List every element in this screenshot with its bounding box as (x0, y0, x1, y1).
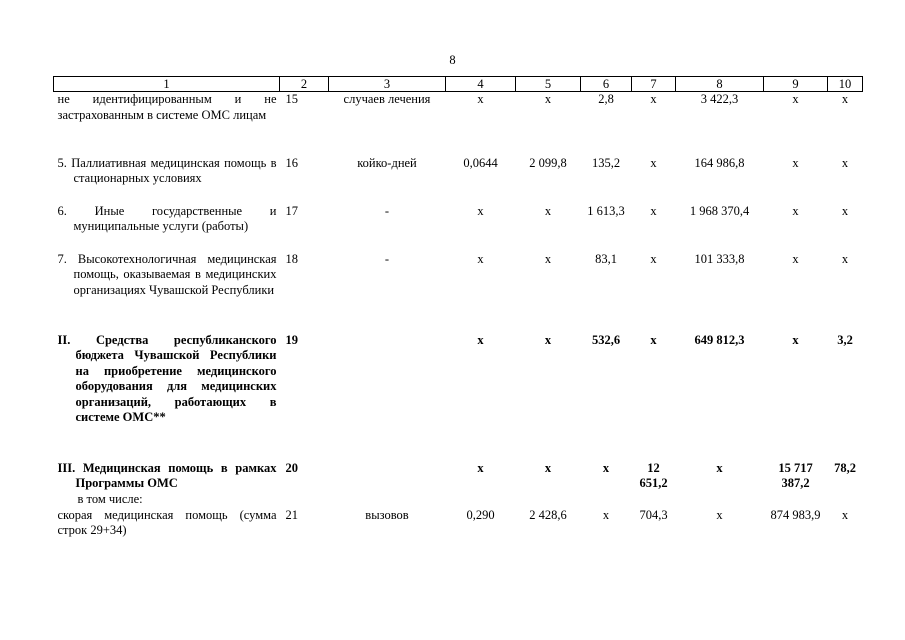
page-number: 8 (449, 53, 456, 67)
row-line-number: 20 (285, 460, 298, 475)
row-cell-8: х (716, 460, 723, 475)
row-cell-5: 2 428,6 (529, 507, 567, 522)
row-cell-10: 3,2 (837, 332, 853, 347)
row-cell-6: 83,1 (595, 251, 617, 266)
row-cell-6: 2,8 (598, 92, 614, 106)
row-cell-9: х (792, 251, 799, 266)
header-col-1: 1 (54, 77, 280, 92)
table-row (54, 204, 863, 252)
row-cell-7: х (650, 155, 657, 170)
row-cell-8: 3 422,3 (700, 92, 739, 106)
row-name: не идентифицированным и не застрахованным в системе ОМС лицам (57, 92, 277, 122)
row-cell-4: 0,290 (466, 507, 495, 522)
header-col-9: 9 (764, 77, 828, 92)
row-name: III. Медицинская помощь в рамках Программы ОМС (57, 460, 277, 490)
row-cell-8: х (716, 507, 723, 522)
row-cell-10: х (841, 203, 849, 218)
header-col-7: 7 (632, 77, 676, 92)
row-cell-6: 135,2 (591, 155, 621, 170)
row-cell-7: 704,3 (639, 507, 668, 522)
row-cell-9: х (792, 92, 799, 106)
row-cell-7: х (650, 203, 657, 218)
table-row (54, 156, 863, 204)
row-cell-9: х (792, 155, 799, 170)
row-cell-4: х (477, 203, 484, 218)
row-cell-5: 2 099,8 (529, 155, 567, 170)
row-line-number: 18 (285, 251, 298, 266)
row-cell-10: 78,2 (834, 460, 856, 475)
header-col-5: 5 (516, 77, 581, 92)
row-unit: вызовов (365, 507, 409, 522)
header-col-8: 8 (676, 77, 764, 92)
header-col-2: 2 (280, 77, 329, 92)
row-cell-7: 12 651,2 (639, 460, 668, 490)
table-row (54, 333, 863, 461)
row-cell-7: х (650, 251, 657, 266)
row-unit: случаев лечения (343, 92, 431, 106)
row-subtitle: в том числе: (77, 491, 143, 506)
header-col-6: 6 (581, 77, 632, 92)
financing-table (53, 76, 863, 542)
row-line-number: 15 (285, 92, 298, 106)
row-name: 6. Иные государственные и муниципальные услуги (работы) (57, 203, 277, 233)
row-cell-10: х (841, 155, 849, 170)
row-name: 7. Высокотехнологичная медицинская помощь, оказываемая в медицинских организациях Чувашской Республики (57, 251, 277, 297)
table-row (54, 508, 863, 542)
row-cell-5: х (544, 203, 552, 218)
row-cell-4: х (477, 332, 484, 347)
row-name: II. Средства республиканского бюджета Чувашской Республики на приобретение медицинского оборудования для медицинских организаций, работающих в системе ОМС** (57, 332, 277, 424)
row-cell-7: х (650, 332, 657, 347)
row-cell-8: 164 986,8 (694, 155, 745, 170)
header-col-3: 3 (329, 77, 446, 92)
row-cell-8: 649 812,3 (694, 332, 745, 347)
header-row (54, 77, 863, 92)
row-cell-7: х (650, 92, 657, 106)
row-cell-5: х (544, 460, 552, 475)
row-cell-6: 1 613,3 (587, 203, 625, 218)
row-cell-4: 0,0644 (463, 155, 498, 170)
row-cell-6: 532,6 (591, 332, 621, 347)
row-cell-8: 1 968 370,4 (689, 203, 750, 218)
row-unit: - (384, 203, 390, 218)
row-cell-5: х (544, 332, 552, 347)
row-cell-4: х (477, 92, 484, 106)
row-cell-4: х (477, 460, 484, 475)
row-unit (329, 461, 446, 508)
row-cell-9: х (792, 203, 799, 218)
row-cell-5: х (544, 92, 552, 106)
table-row (54, 252, 863, 333)
row-cell-10: х (841, 92, 849, 106)
header-col-4: 4 (446, 77, 516, 92)
row-line-number: 21 (285, 507, 298, 522)
row-line-number: 17 (285, 203, 298, 218)
row-cell-6: х (602, 507, 610, 522)
row-cell-9: 15 717 387,2 (778, 460, 813, 490)
row-cell-8: 101 333,8 (694, 251, 745, 266)
row-unit: койко-дней (357, 155, 417, 170)
row-name: скорая медицинская помощь (сумма строк 29+34) (57, 507, 277, 537)
row-cell-9: х (792, 332, 799, 347)
row-line-number: 16 (285, 155, 298, 170)
row-unit (329, 333, 446, 461)
row-unit: - (384, 251, 390, 266)
row-cell-5: х (544, 251, 552, 266)
row-cell-4: х (477, 251, 484, 266)
row-cell-6: х (602, 460, 610, 475)
row-cell-10: х (841, 251, 849, 266)
row-name: 5. Паллиативная медицинская помощь в стационарных условиях (57, 155, 277, 185)
row-line-number: 19 (285, 332, 298, 347)
row-cell-10: х (841, 507, 849, 522)
row-cell-9: 874 983,9 (770, 507, 821, 522)
header-col-10: 10 (828, 77, 863, 92)
table-row (54, 461, 863, 508)
table-row (54, 92, 863, 156)
